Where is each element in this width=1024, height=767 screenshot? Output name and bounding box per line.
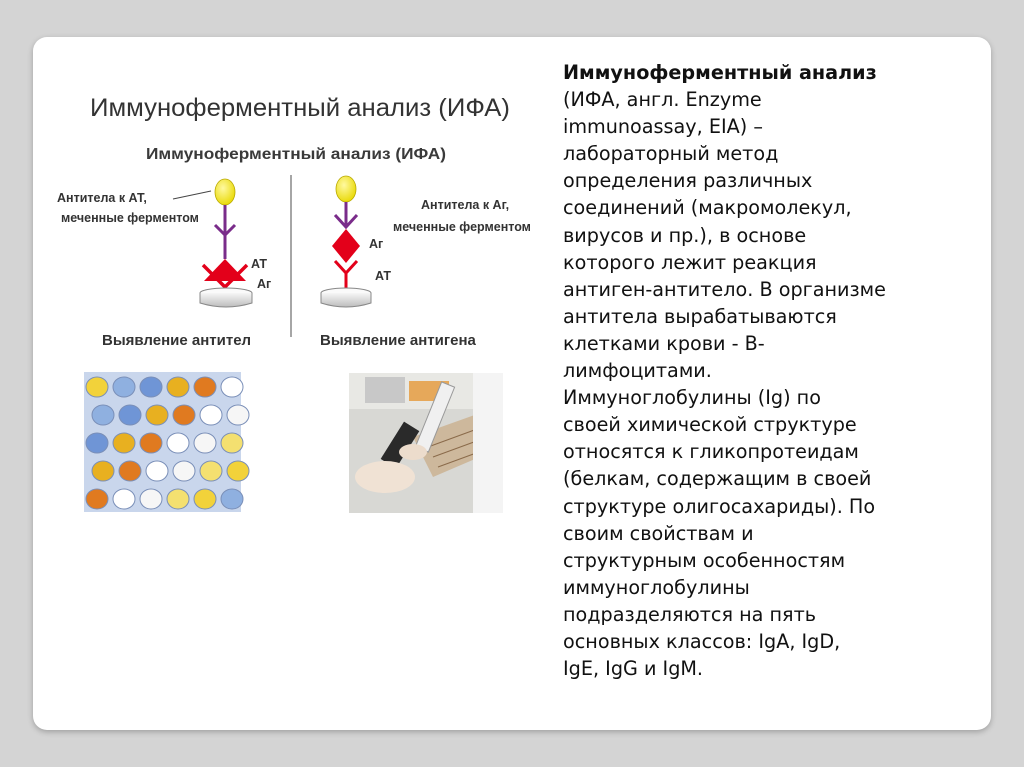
well [194, 433, 216, 453]
description-line: антитела вырабатываются [563, 304, 837, 328]
description-line: своей химической структуре [563, 413, 857, 437]
well [119, 405, 141, 425]
description-line: (ИФА, англ. Enzyme [563, 88, 762, 112]
right-dish [321, 293, 371, 307]
well [167, 489, 189, 509]
description-line: иммуноглобулины [563, 575, 750, 599]
left-ag-label: Аг [257, 277, 272, 291]
lab-pipette-photo [349, 373, 503, 513]
left-dish [200, 293, 252, 307]
left-label-line-2: меченные ферментом [61, 211, 199, 225]
description-line: определения различных [563, 169, 813, 193]
description-line: лимфоцитами. [563, 359, 712, 383]
well [167, 433, 189, 453]
description-line: IgE, IgG и IgM. [563, 657, 704, 681]
well [140, 377, 162, 397]
right-ag-label: Аг [369, 237, 384, 251]
left-label-line-1: Антитела к АТ, [57, 191, 147, 205]
left-enzyme-ball [215, 179, 235, 205]
right-caption: Выявление антигена [320, 332, 476, 349]
main-title: Иммуноферментный анализ (ИФА) [90, 94, 510, 122]
left-caption: Выявление антител [102, 332, 252, 349]
description-line: клетками крови - В- [563, 331, 765, 355]
right-label-line-2: меченные ферментом [393, 220, 531, 234]
well [200, 461, 222, 481]
description-line: соединений (макромолекул, [563, 196, 852, 220]
description-heading: Иммуноферментный анализ [563, 61, 877, 84]
left-at-label: АТ [251, 257, 268, 271]
well [140, 433, 162, 453]
description-line: своим свойствам и [563, 521, 754, 545]
well [86, 489, 108, 509]
well [173, 405, 195, 425]
description-line: immunoassay, EIA) – [563, 115, 763, 139]
description-line: структуре олигосахариды). По [563, 494, 876, 518]
well [92, 405, 114, 425]
slide [33, 37, 991, 730]
well [227, 405, 249, 425]
well [113, 433, 135, 453]
diagram-title: Иммуноферментный анализ (ИФА) [146, 146, 446, 163]
well [194, 377, 216, 397]
description-line: вирусов и пр.), в основе [563, 223, 807, 247]
description-line: лабораторный метод [563, 142, 779, 166]
well [167, 377, 189, 397]
well [119, 461, 141, 481]
well [173, 461, 195, 481]
well [194, 489, 216, 509]
description-line: основных классов: IgA, IgD, [563, 629, 841, 653]
description-line: антиген-антитело. В организме [563, 277, 886, 301]
description-line: которого лежит реакция [563, 250, 817, 274]
well [221, 377, 243, 397]
well [146, 405, 168, 425]
microplate-photo [84, 372, 249, 512]
well [113, 489, 135, 509]
well [113, 377, 135, 397]
description-lines [563, 86, 963, 682]
description-line: структурным особенностям [563, 548, 846, 572]
well [140, 489, 162, 509]
right-at-label: АТ [375, 269, 392, 283]
well [86, 377, 108, 397]
well [146, 461, 168, 481]
right-enzyme-ball [336, 176, 356, 202]
description-line: относятся к гликопротеидам [563, 440, 859, 464]
description-line: (белкам, содержащим в своей [563, 467, 872, 491]
left-pointer [173, 191, 211, 199]
well [227, 461, 249, 481]
well [92, 461, 114, 481]
right-label-line-1: Антитела к Аг, [421, 198, 510, 212]
right-antigen [332, 229, 360, 263]
well [221, 489, 243, 509]
description-line: Иммуноглобулины (Ig) по [563, 386, 821, 410]
well [200, 405, 222, 425]
well [86, 433, 108, 453]
description-text [563, 59, 963, 682]
well [221, 433, 243, 453]
description-line: подразделяются на пять [563, 602, 817, 626]
